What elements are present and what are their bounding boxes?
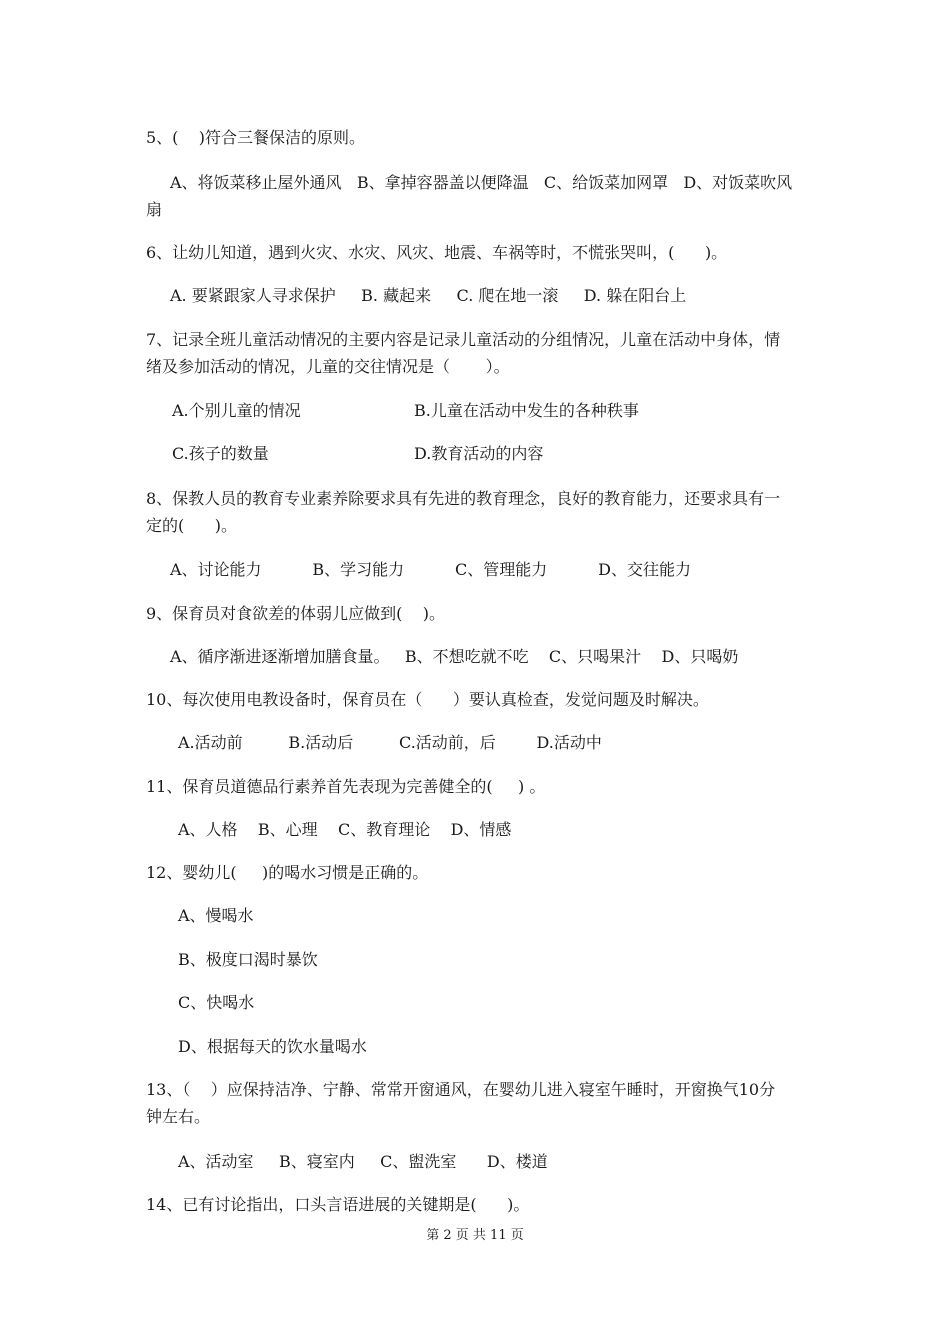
question-5-options: A、将饭菜移止屋外通风 B、拿掉容器盖以便降温 C、给饭菜加网罩 D、对饭菜吹风 xyxy=(170,173,793,192)
question-8-options: A、讨论能力 B、学习能力 C、管理能力 D、交往能力 xyxy=(170,560,691,579)
question-10-stem: 10、每次使用电教设备时，保育员在（ ）要认真检查，发觉问题及时解决。 xyxy=(146,690,709,709)
question-7-stem: 7、记录全班儿童活动情况的主要内容是记录儿童活动的分组情况，儿童在活动中身体，情 xyxy=(146,330,781,349)
question-13-stem-wrap: 钟左右。 xyxy=(146,1107,211,1126)
question-10-options: A.活动前 B.活动后 C.活动前，后 D.活动中 xyxy=(178,733,602,752)
question-12-option-b: B、极度口渴时暴饮 xyxy=(178,950,318,969)
question-5-options-wrap: 扇 xyxy=(146,200,163,219)
question-12-option-c: C、快喝水 xyxy=(178,993,255,1012)
question-9-options: A、循序渐进逐渐增加膳食量。 B、不想吃就不吃 C、只喝果汁 D、只喝奶 xyxy=(170,647,739,666)
question-7-option-c: C.孩子的数量 xyxy=(172,444,269,463)
page-footer: 第 2 页 共 11 页 xyxy=(426,1228,524,1243)
question-5-stem: 5、( )符合三餐保洁的原则。 xyxy=(146,128,366,147)
question-7-option-b: B.儿童在活动中发生的各种秩事 xyxy=(414,401,639,420)
question-6-options: A. 要紧跟家人寻求保护 B. 藏起来 C. 爬在地一滚 D. 躲在阳台上 xyxy=(170,286,687,305)
question-9-stem: 9、保育员对食欲差的体弱儿应做到( )。 xyxy=(146,604,446,623)
question-8-stem-wrap: 定的( )。 xyxy=(146,516,238,535)
question-14-stem: 14、已有讨论指出，口头言语进展的关键期是( )。 xyxy=(146,1195,530,1214)
question-12-stem: 12、婴幼儿( )的喝水习惯是正确的。 xyxy=(146,863,429,882)
question-7-stem-wrap: 绪及参加活动的情况，儿童的交往情况是（ ）。 xyxy=(146,357,510,376)
question-11-stem: 11、保育员道德品行素养首先表现为完善健全的( ) 。 xyxy=(146,777,546,796)
question-13-options: A、活动室 B、寝室内 C、盥洗室 D、楼道 xyxy=(178,1152,548,1171)
question-7-option-d: D.教育活动的内容 xyxy=(414,444,544,463)
question-8-stem: 8、保教人员的教育专业素养除要求具有先进的教育理念，良好的教育能力，还要求具有一 xyxy=(146,489,781,508)
question-12-option-d: D、根据每天的饮水量喝水 xyxy=(178,1037,367,1056)
question-7-option-a: A.个别儿童的情况 xyxy=(172,401,301,420)
question-13-stem: 13、（ ）应保持洁净、宁静、常常开窗通风，在婴幼儿进入寝室午睡时，开窗换气10分 xyxy=(146,1080,776,1099)
question-12-option-a: A、慢喝水 xyxy=(178,906,254,925)
question-11-options: A、人格 B、心理 C、教育理论 D、情感 xyxy=(178,820,512,839)
question-6-stem: 6、让幼儿知道，遇到火灾、水灾、风灾、地震、车祸等时，不慌张哭叫，( )。 xyxy=(146,243,728,262)
